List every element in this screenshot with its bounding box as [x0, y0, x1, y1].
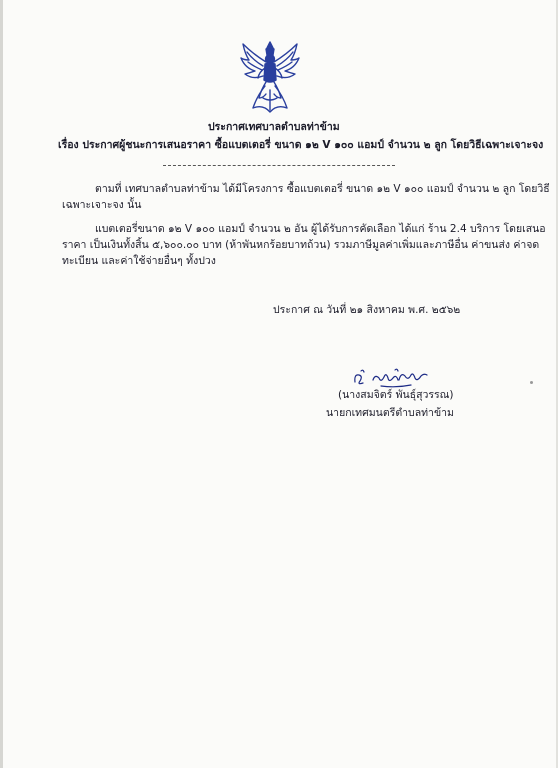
announcement-title: ประกาศเทศบาลตำบลท่าข้าม: [208, 121, 340, 133]
garuda-emblem-icon: [239, 38, 301, 118]
signatory-position: นายกเทศมนตรีตำบลท่าข้าม: [326, 407, 454, 419]
paragraph-2-line-1: แบตเตอรี่ขนาด ๑๒ V ๑๐๐ แอมป์ จำนวน ๒ อัน ผู้ได้รับการคัดเลือก ได้แก่ ร้าน 2.4 บริการ โดยเสนอ: [95, 223, 546, 235]
announcement-date: ประกาศ ณ วันที่ ๒๑ สิงหาคม พ.ศ. ๒๕๖๒: [273, 304, 461, 316]
paragraph-1-line-2: เฉพาะเจาะจง นั้น: [62, 199, 142, 211]
paragraph-2-line-2: ราคา เป็นเงินทั้งสิ้น ๕,๖๐๐.๐๐ บาท (ห้าพันหกร้อยบาทถ้วน) รวมภาษีมูลค่าเพิ่มและภาษีอื่น ค่าขนส่ง ค่าจด: [62, 239, 540, 251]
scan-speck: [530, 381, 533, 384]
paragraph-1-line-1: ตามที่ เทศบาลตำบลท่าข้าม ได้มีโครงการ ซื้อแบตเตอรี่ ขนาด ๑๒ V ๑๐๐ แอมป์ จำนวน ๒ ลูก โดยวิธี: [95, 183, 550, 195]
announcement-subject: เรื่อง ประกาศผู้ชนะการเสนอราคา ซื้อแบตเตอรี่ ขนาด ๑๒ V ๑๐๐ แอมป์ จำนวน ๒ ลูก โดยวิธีเฉพาะเจาะจง: [58, 139, 544, 151]
handwritten-signature: [351, 366, 429, 390]
paragraph-2-line-3: ทะเบียน และค่าใช้จ่ายอื่นๆ ทั้งปวง: [62, 255, 216, 267]
separator-rule: [163, 165, 395, 166]
signatory-name: (นางสมจิตร์ พันธุ์สุวรรณ): [338, 389, 454, 401]
